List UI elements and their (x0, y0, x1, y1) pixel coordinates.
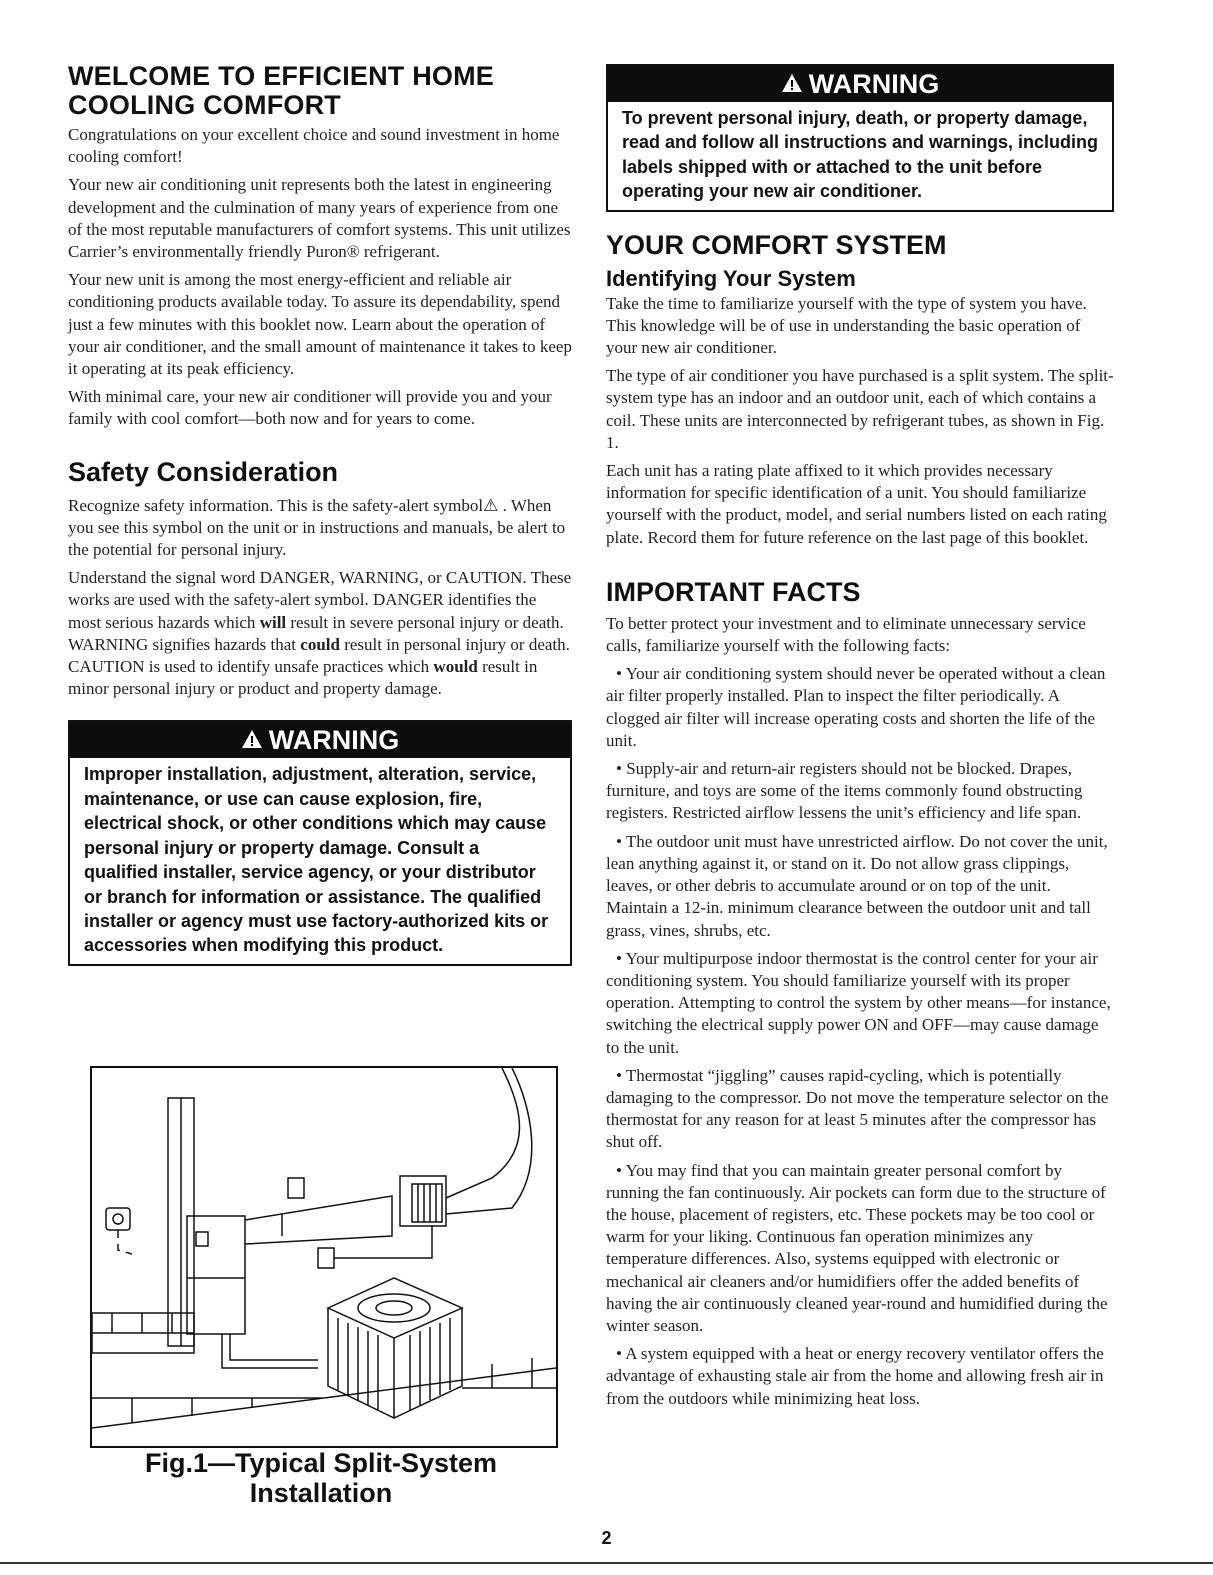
split-system-figure (90, 1066, 558, 1448)
identify-paragraph-1: Take the time to familiarize yourself with the type of system you have. This knowledge will be of use in understanding the basic operation of your new air conditioner. (606, 293, 1087, 358)
welcome-paragraph-3: Your new unit is among the most energy-efficient and reliable air conditioning products available today. To assure its dependability, spend just a few minutes with this booklet now. Learn about the operation of your air conditioner, and the small amount of maintenance it takes to keep it operating at its peak efficiency. (68, 270, 572, 379)
left-column (68, 62, 572, 966)
facts-intro: To better protect your investment and to eliminate unnecessary service calls, familiarize yourself with the following facts: (606, 613, 1086, 656)
safety-paragraph-1: Recognize safety information. This is the safety-alert symbol⚠ . When you see this symbol on the unit or in instructions and manuals, be alert to the potential for personal injury. (68, 495, 566, 560)
welcome-title-line-1: WELCOME TO EFFICIENT HOME (68, 61, 494, 91)
important-facts-title: IMPORTANT FACTS (606, 576, 861, 607)
safety-p2-part-a: Understand the signal word DANGER, WARNING, or CAUTION. These works are used with the safety-alert symbol. DANGER identifies the most serious hazards which (68, 568, 572, 632)
safety-p2-could: could (300, 634, 340, 654)
fact-item: • You may find that you can maintain greater personal comfort by running the fan continuously. Air pockets can form due to the structure of the house, placement of registers, etc. These pockets may be too cool or warm for your liking. Continuous fan operation minimizes any temperature differences. Also, systems equipped with electronic or mechanical air cleaners and/or humidifiers offer the added benefits of having the air continuously cleaned year-round and humidified during the winter season. (606, 1160, 1108, 1335)
comfort-system-title: YOUR COMFORT SYSTEM (606, 229, 947, 260)
welcome-title (68, 62, 572, 120)
welcome-paragraph-4: With minimal care, your new air conditioner will provide you and your family with cool comfort—both now and for years to come. (68, 387, 552, 429)
split-system-illustration (92, 1068, 556, 1446)
safety-p2-would: would (433, 657, 478, 677)
warning-text-right: To prevent personal injury, death, or property damage, read and follow all instructions and warnings, including labels shipped with or attached to the unit before operating your new air conditioner. (622, 108, 1099, 202)
safety-p2-part-c: result in personal injury or death. CAUTION is used to identify unsafe practices which (68, 634, 570, 677)
fact-item: • A system equipped with a heat or energy recovery ventilator offers the advantage of exhausting stale air from the home and allowing fresh air in from the outdoors while minimizing heat loss. (606, 1344, 1104, 1408)
safety-p2-part-b: result in severe personal injury or death. WARNING signifies hazards that (68, 612, 564, 654)
bottom-rule (0, 1562, 1213, 1564)
warning-header-right (608, 66, 1112, 102)
warning-box-right (606, 64, 1114, 212)
safety-p2-part-d: result in minor personal injury or product and property damage. (68, 657, 538, 699)
fact-item: • Your multipurpose indoor thermostat is the control center for your air conditioning system. You should familiarize yourself with its proper operation. Attempting to control the system by other means—for instance, switching the electrical supply power ON and OFF—may cause damage to the unit. (606, 948, 1111, 1057)
fact-item: • Your air conditioning system should never be operated without a clean air filter properly installed. Plan to inspect the filter periodically. A clogged air filter will increase operating costs and shorten the life of the unit. (606, 664, 1106, 750)
warning-header (70, 722, 570, 758)
identify-paragraph-3: Each unit has a rating plate affixed to it which provides necessary information for specific identification of a unit. You should familiarize yourself with the product, model, and serial numbers listed on each rating plate. Record them for future reference on the last page of this booklet. (606, 461, 1107, 547)
warning-triangle-icon (241, 722, 263, 758)
figure-caption (60, 1448, 582, 1508)
fact-item: • Supply-air and return-air registers should not be blocked. Drapes, furniture, and toys are some of the items commonly found obstructing registers. Restricted airflow lessens the unit’s efficiency and life span. (606, 759, 1083, 823)
fact-item: • The outdoor unit must have unrestricted airflow. Do not cover the unit, lean anything against it, or stand on it. Do not allow grass clippings, leaves, or other debris to accumulate around or on top of the unit. Maintain a 12-in. minimum clearance between the outdoor unit and tall grass, vines, shrubs, etc. (606, 831, 1108, 940)
warning-box-left (68, 720, 572, 965)
identify-paragraph-2: The type of air conditioner you have purchased is a split system. The split-system type has an indoor and an outdoor unit, each of which contains a coil. These units are interconnected by refrigerant tubes, as shown in Fig. 1. (606, 366, 1114, 452)
page-number: 2 (601, 1528, 612, 1548)
right-column (606, 64, 1114, 1416)
welcome-title-line-2: COOLING COMFORT (68, 90, 341, 120)
warning-label-right: WARNING (808, 69, 940, 99)
welcome-paragraph-1: Congratulations on your excellent choice and sound investment in home cooling comfort! (68, 125, 560, 167)
warning-triangle-icon (781, 66, 803, 102)
identify-system-title: Identifying Your System (606, 265, 856, 291)
safety-paragraph-2 (68, 567, 572, 700)
warning-label: WARNING (268, 725, 400, 756)
figure-caption-line-2: Installation (249, 1478, 393, 1508)
safety-title: Safety Consideration (68, 456, 339, 487)
safety-p2-will: will (259, 612, 287, 632)
welcome-paragraph-2: Your new air conditioning unit represents both the latest in engineering development and the culmination of many years of experience from one of the most reputable manufacturers of comfort systems. This unit utilizes Carrier’s environmentally friendly Puron® refrigerant. (68, 175, 571, 262)
warning-text: Improper installation, adjustment, alteration, service, maintenance, or use can cause explosion, fire, electrical shock, or other conditions which may cause personal injury or property damage. Consult a qualified installer, service agency, or your distributor or branch for information or assistance. The qualified installer or agency must use factory-authorized kits or accessories when modifying this product. (84, 764, 549, 956)
figure-caption-line-1: Fig.1—Typical Split-System (144, 1448, 498, 1478)
fact-item: • Thermostat “jiggling” causes rapid-cycling, which is potentially damaging to the compressor. Do not move the temperature selector on the thermostat for any reason for at least 5 minutes after the compressor has shut off. (606, 1065, 1109, 1152)
